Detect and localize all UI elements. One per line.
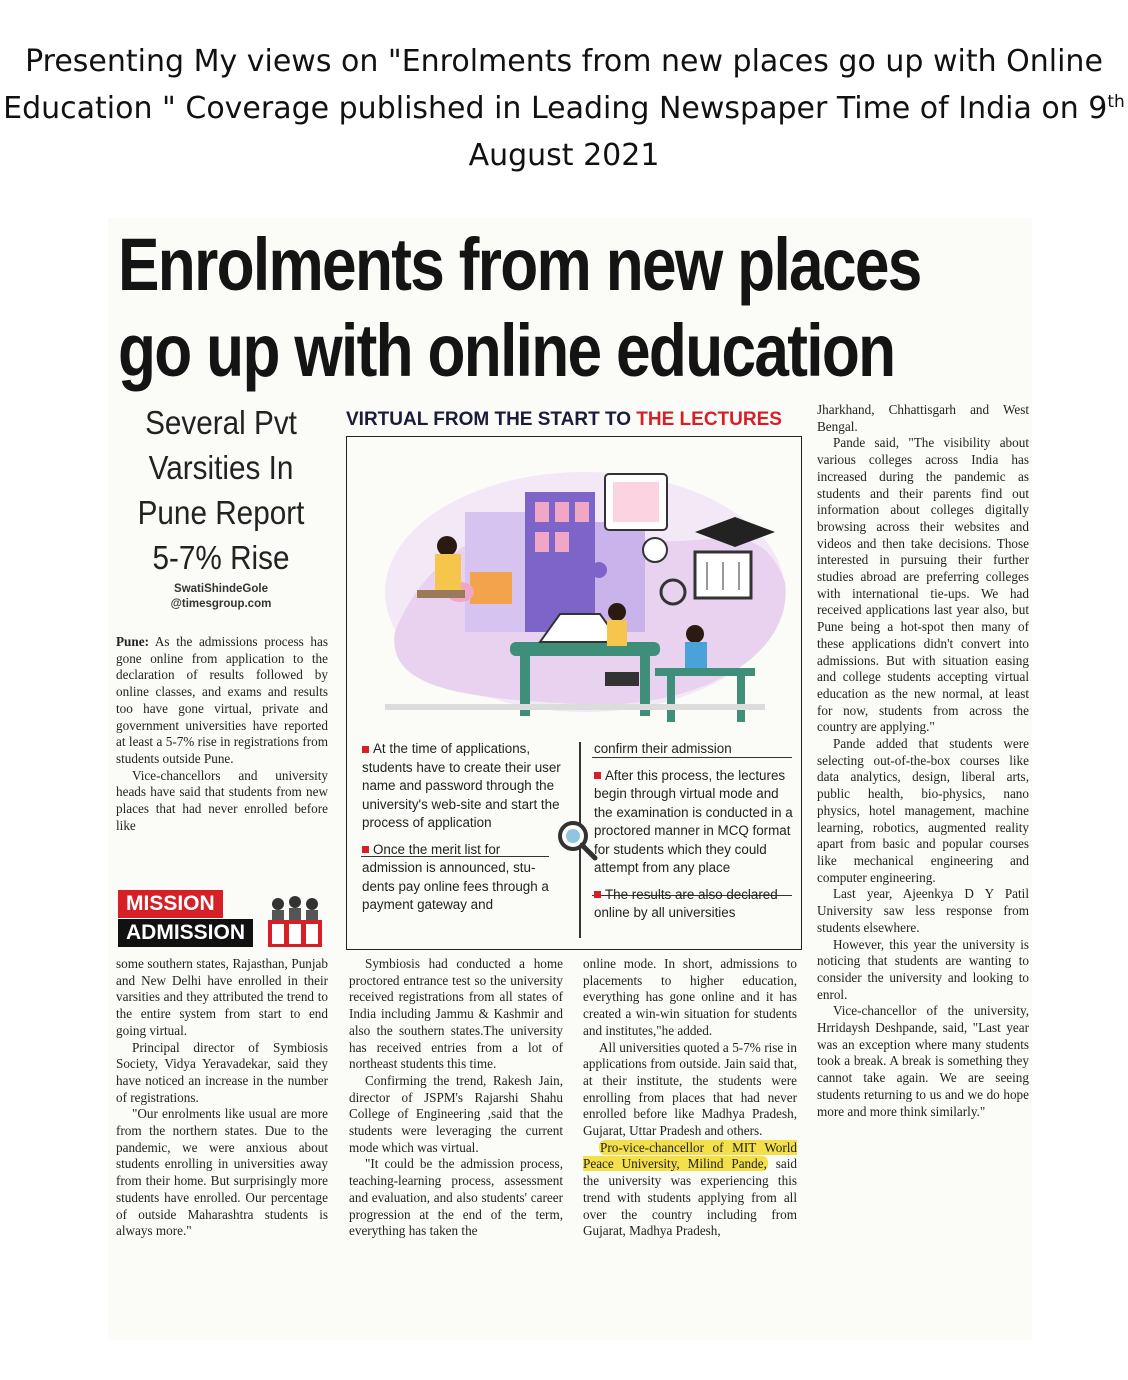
badge-line-1: MISSION — [118, 890, 223, 918]
headline-line-2: go up with online education — [118, 309, 895, 392]
paragraph: Vice-chancellors and university heads have said that students from new places that had never enrolled before like — [116, 767, 328, 833]
paragraph-text: said the university was experiencing this trend with students applying from all over the country including from Gujarat, Madhya Pradesh, — [583, 1156, 798, 1239]
step-text: The results are also declared online by all universities — [594, 886, 778, 920]
caption-line-1: Presenting My views on "Enrolments from new places go up with Online — [25, 44, 1103, 79]
subhead-line: Pune Report — [137, 494, 305, 531]
sidebar-title — [346, 404, 802, 436]
paragraph: However, this year the university is noticing that students are wanting to consider the university and looking to enrol. — [817, 936, 1029, 1002]
paragraph: Pande said, "The visibility about various colleges across India has increased during the pandemic as students and their parents find out information about colleges digitally browsing across their websites and videos and then take decisions. Those interested in pursuing their further studies abroad are preferring colleges with international tie-ups. We had received applications last year also, but Pune being a hot-spot then many of these applications didn't convert into admissions. But with situation easing and college students accepting virtual education as the new normal, at least for now, students from across the country are applying." — [817, 435, 1029, 735]
article-subhead — [128, 400, 313, 580]
step-item — [362, 740, 562, 833]
column-1-bottom — [116, 956, 328, 1240]
title-part-3: THE LECTURES — [636, 409, 782, 430]
paragraph: Symbiosis had conducted a home proctored entrance test so the university received registrations from all states of India including Jammu & Kashmir and also the southern states.The university has received entries from a lot of northeast students this time. — [349, 956, 563, 1072]
online-education-illustration — [355, 442, 795, 737]
dateline: Pune: — [116, 634, 149, 649]
paragraph: Vice-chancellor of the university, Hrridaysh Deshpande, said, "Last year was an exception where many students took a break. A break is something they cannot take again. We are seeing students returning to us and we do hope more and more think similarly." — [817, 1003, 1029, 1119]
column-3 — [583, 956, 797, 1240]
step-text: After this process, the lectures begin through virtual mode and the examination is conducted in a proctored manner in MCQ format for students which they could attempt from any place — [594, 767, 793, 875]
column-1-top — [116, 634, 328, 834]
title-part-1: VIRTUAL — [346, 409, 428, 430]
paragraph: Principal director of Symbiosis Society, Vidya Yeravadekar, said they have noticed an increase in the number of registrations. — [116, 1039, 328, 1105]
paragraph: Pande added that students were selecting out-of-the-box courses like data analytics, design, liberal arts, public health, bio-physics, nano physics, hotel management, machine learning, robotics, augmented reality apart from basic and popular courses like mechanical engineering and computer engineering. — [817, 736, 1029, 885]
step-continuation: confirm their admission — [594, 741, 732, 756]
paragraph: Last year, Ajeenkya D Y Patil University saw less response from students elsewhere. — [817, 886, 1029, 935]
paragraph — [116, 634, 328, 768]
subhead-line: Varsities In — [148, 449, 294, 486]
article-headline — [118, 222, 921, 394]
paragraph: "It could be the admission process, teaching-learning process, assessment and evaluation, and also students' career progression at the end of the term, everything has taken the — [349, 1156, 563, 1239]
step-item — [362, 841, 562, 915]
paragraph — [583, 1140, 797, 1240]
step-item — [594, 886, 794, 923]
paragraph: Confirming the trend, Rakesh Jain, director of JSPM's Rajarshi Shahu College of Engineering ,said that the students were leveraging the current mode which was virtual. — [349, 1072, 563, 1155]
step-bullet — [594, 891, 601, 898]
caption-superscript: th — [1107, 92, 1125, 112]
paragraph: online mode. In short, admissions to placements to higher education, everything has gone online and it has created a win-win situation for students and institutes,"he added. — [583, 956, 797, 1038]
sidebar-steps-right — [594, 740, 794, 927]
column-4 — [817, 402, 1029, 1120]
step-bullet — [594, 772, 601, 779]
subhead-line: Several Pvt — [145, 404, 297, 441]
step-item — [594, 767, 794, 878]
subhead-line: 5-7% Rise — [152, 539, 290, 576]
paragraph: "Our enrolments like usual are more from the northern states. Due to the pandemic, we were anxious about students enrolling in universities away from their home. But surprisingly more students have enrolled. Our percentage of outside Maharashtra students is always more." — [116, 1106, 328, 1239]
paragraph: some southern states, Rajasthan, Punjab and New Delhi have enrolled in their varsities and they attributed the trend to the entire system from start to end going virtual. — [116, 956, 328, 1038]
column-2 — [349, 956, 563, 1240]
paragraph: Jharkhand, Chhattisgarh and West Bengal. — [817, 402, 1029, 434]
mission-admission-badge — [118, 890, 330, 950]
magnifier-icon — [555, 818, 599, 862]
caption-line-2 — [0, 85, 1128, 132]
caption-line-3: August 2021 — [468, 138, 660, 173]
students-icon — [266, 890, 324, 947]
highlighted-quote-attribution: Pro-vice-chancellor of MIT World Peace University, Milind Pande, — [583, 1139, 797, 1172]
headline-line-1: Enrolments from new places — [118, 223, 921, 306]
step-bullet — [362, 846, 369, 853]
page-caption — [0, 38, 1128, 179]
paragraph: All universities quoted a 5-7% rise in applications from outside. Jain said that, at their institute, the students were enrolling from places that had never enrolled before like Madhya Pradesh, Gujarat, Uttar Pradesh and others. — [583, 1039, 797, 1139]
sidebar-steps-left — [362, 740, 562, 919]
caption-line-2-text: Education " Coverage published in Leading Newspaper Time of India on 9 — [3, 91, 1108, 126]
title-part-2: FROM THE START TO — [433, 409, 631, 430]
byline-name: SwatiShindeGole — [174, 583, 268, 595]
paragraph-text: As the admissions process has gone online from application to the declaration of results followed by online classes, and exams and results too have gone virtual, private and government universities have reported at least a 5-7% rise in registrations from students outside Pune. — [116, 634, 328, 766]
byline — [118, 582, 324, 612]
badge-line-2: ADMISSION — [118, 919, 253, 947]
step-text: At the time of applications, students have to create their user name and password through the university's web-site and start the process of application — [362, 741, 561, 830]
step-bullet — [362, 746, 369, 753]
byline-email: @timesgroup.com — [170, 598, 272, 610]
step-text: Once the merit list for admission is announced, stu-dents pay online fees through a payment gateway and — [362, 841, 549, 912]
